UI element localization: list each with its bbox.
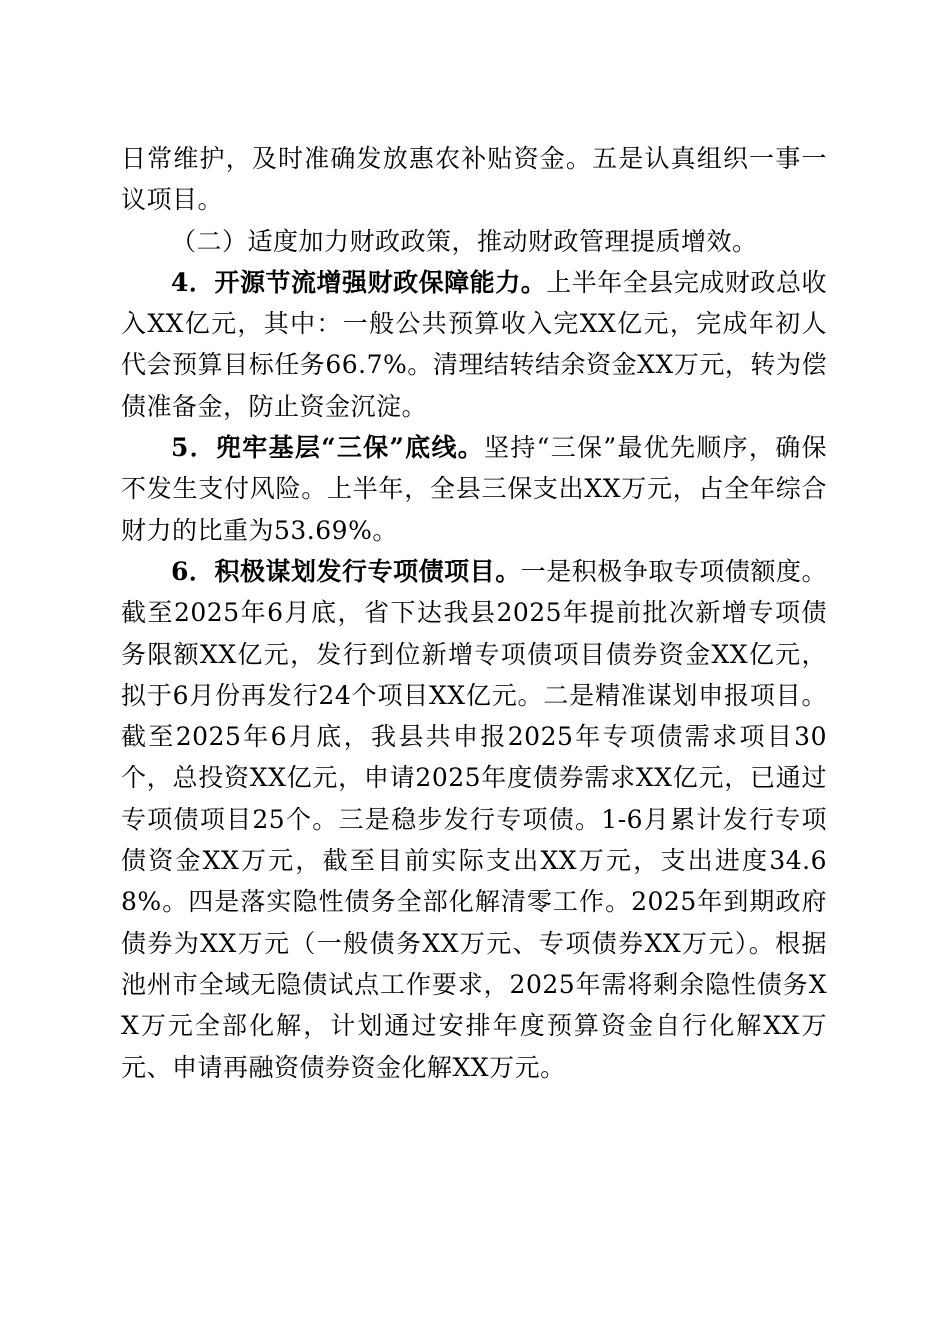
- paragraph-text: 日常维护，及时准确发放惠农补贴资金。五是认真组织一事一议项目。: [121, 144, 827, 215]
- document-body: [121, 138, 827, 1088]
- paragraph-text: 上半年全县完成财政总收入XX亿元，其中：一般公共预算收入完XX亿元，完成年初人代会预算目标任务66.7%。清理结转结余资金XX万元，转为偿债准备金，防止资金沉淀。: [121, 267, 827, 421]
- paragraph-item-4: [121, 262, 827, 427]
- paragraph-text: 一是积极争取专项债额度。截至2025年6月底，省下达我县2025年提前批次新增专项债务限额XX亿元，发行到位新增专项债项目债券资金XX亿元，拟于6月份再发行24个项目XX亿元。二是精准谋划申报项目。截至2025年6月底，我县共申报2025年专项债需求项目30个，总投资XX亿元，申请2025年度债券需求XX亿元，已通过专项债项目25个。三是稳步发行专项债。1-6月累计发行专项债资金XX万元，截至目前实际支出XX万元，支出进度34.68%。四是落实隐性债务全部化解清零工作。2025年到期政府债券为XX万元（一般债务XX万元、专项债券XX万元）。根据池州市全域无隐债试点工作要求，2025年需将剩余隐性债务XX万元全部化解，计划通过安排年度预算资金自行化解XX万元、申请再融资债券资金化解XX万元。: [121, 556, 827, 1082]
- paragraph-heading: 6．积极谋划发行专项债项目。: [171, 556, 521, 586]
- section-heading-2: [121, 221, 827, 262]
- paragraph-heading: 4．开源节流增强财政保障能力。: [171, 267, 547, 297]
- paragraph-item-6: [121, 551, 827, 1088]
- paragraph-item-5: [121, 427, 827, 551]
- paragraph-text: （二）适度加力财政政策，推动财政管理提质增效。: [171, 226, 758, 256]
- paragraph-text: 坚持“三保”最优先顺序，确保不发生支付风险。上半年，全县三保支出XX万元，占全年综合财力的比重为53.69%。: [121, 433, 827, 545]
- paragraph-continuation: [121, 138, 827, 221]
- paragraph-heading: 5．兜牢基层“三保”底线。: [171, 433, 485, 463]
